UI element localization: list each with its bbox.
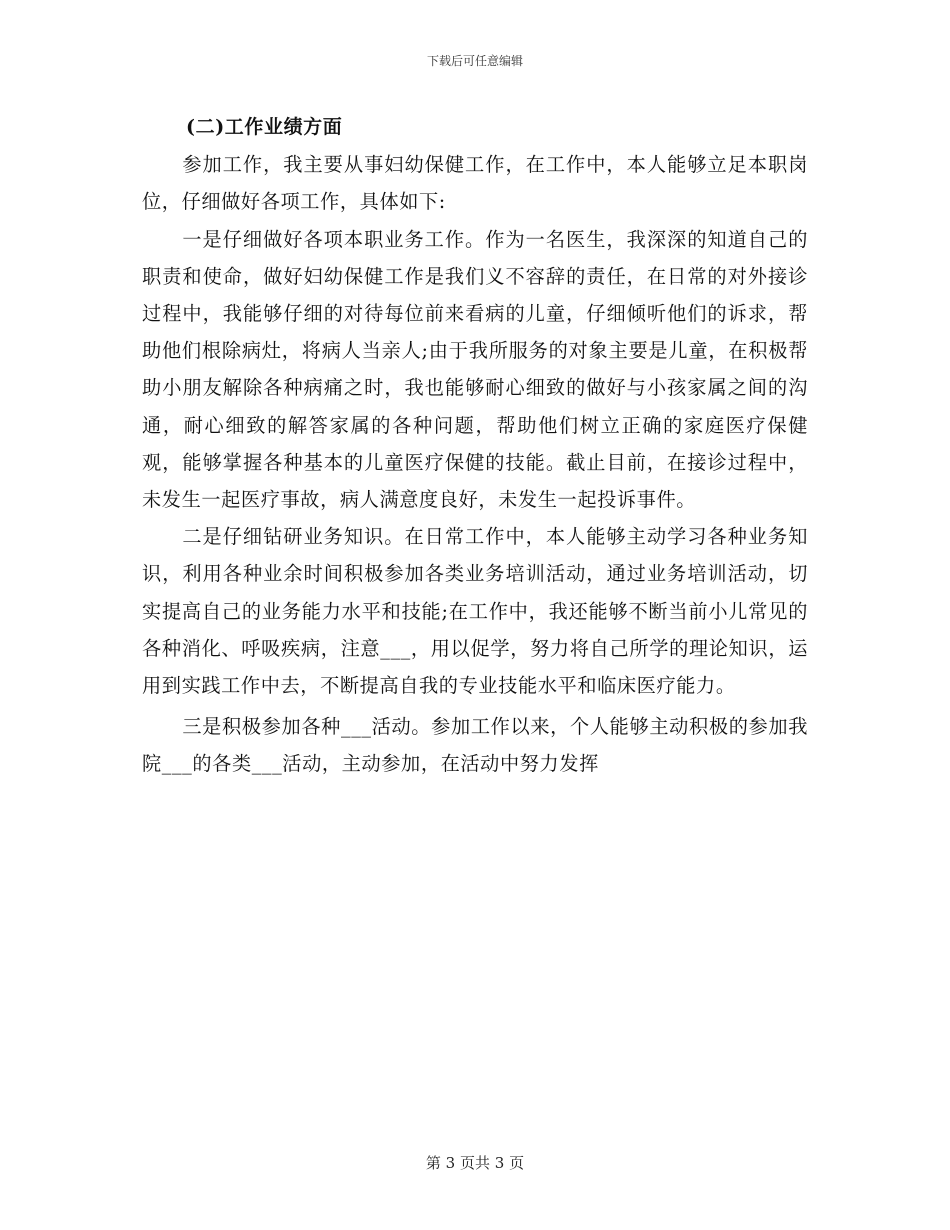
paragraph-item-1: 一是仔细做好各项本职业务工作。作为一名医生，我深深的知道自己的职责和使命，做好妇幼保健工作是我们义不容辞的责任，在日常的对外接诊过程中，我能够仔细的对待每位前来看病的儿童，仔细倾听他们的诉求，帮助他们根除病灶，将病人当亲人;由于我所服务的对象主要是儿童，在积极帮助小朋友解除各种病痛之时，我也能够耐心细致的做好与小孩家属之间的沟通，耐心细致的解答家属的各种问题，帮助他们树立正确的家庭医疗保健观，能够掌握各种基本的儿童医疗保健的技能。截止目前，在接诊过程中，未发生一起医疗事故，病人满意度良好，未发生一起投诉事件。 <box>142 227 808 512</box>
document-body <box>142 109 808 783</box>
paragraph-intro: 参加工作，我主要从事妇幼保健工作，在工作中，本人能够立足本职岗位，仔细做好各项工作，具体如下: <box>142 153 808 214</box>
paragraph-item-3: 三是积极参加各种___活动。参加工作以来，个人能够主动积极的参加我院___的各类___活动，主动参加，在活动中努力发挥 <box>142 715 808 776</box>
section-heading: (二)工作业绩方面 <box>186 116 343 138</box>
page-number-footer: 第 3 页共 3 页 <box>425 1154 525 1172</box>
page-header-note: 下载后可任意编辑 <box>426 54 523 68</box>
paragraph-item-2: 二是仔细钻研业务知识。在日常工作中，本人能够主动学习各种业务知识，利用各种业余时间积极参加各类业务培训活动，通过业务培训活动，切实提高自己的业务能力水平和技能;在工作中，我还能够不断当前小儿常见的各种消化、呼吸疾病，注意___，用以促学，努力将自己所学的理论知识，运用到实践工作中去，不断提高自我的专业技能水平和临床医疗能力。 <box>142 525 808 698</box>
